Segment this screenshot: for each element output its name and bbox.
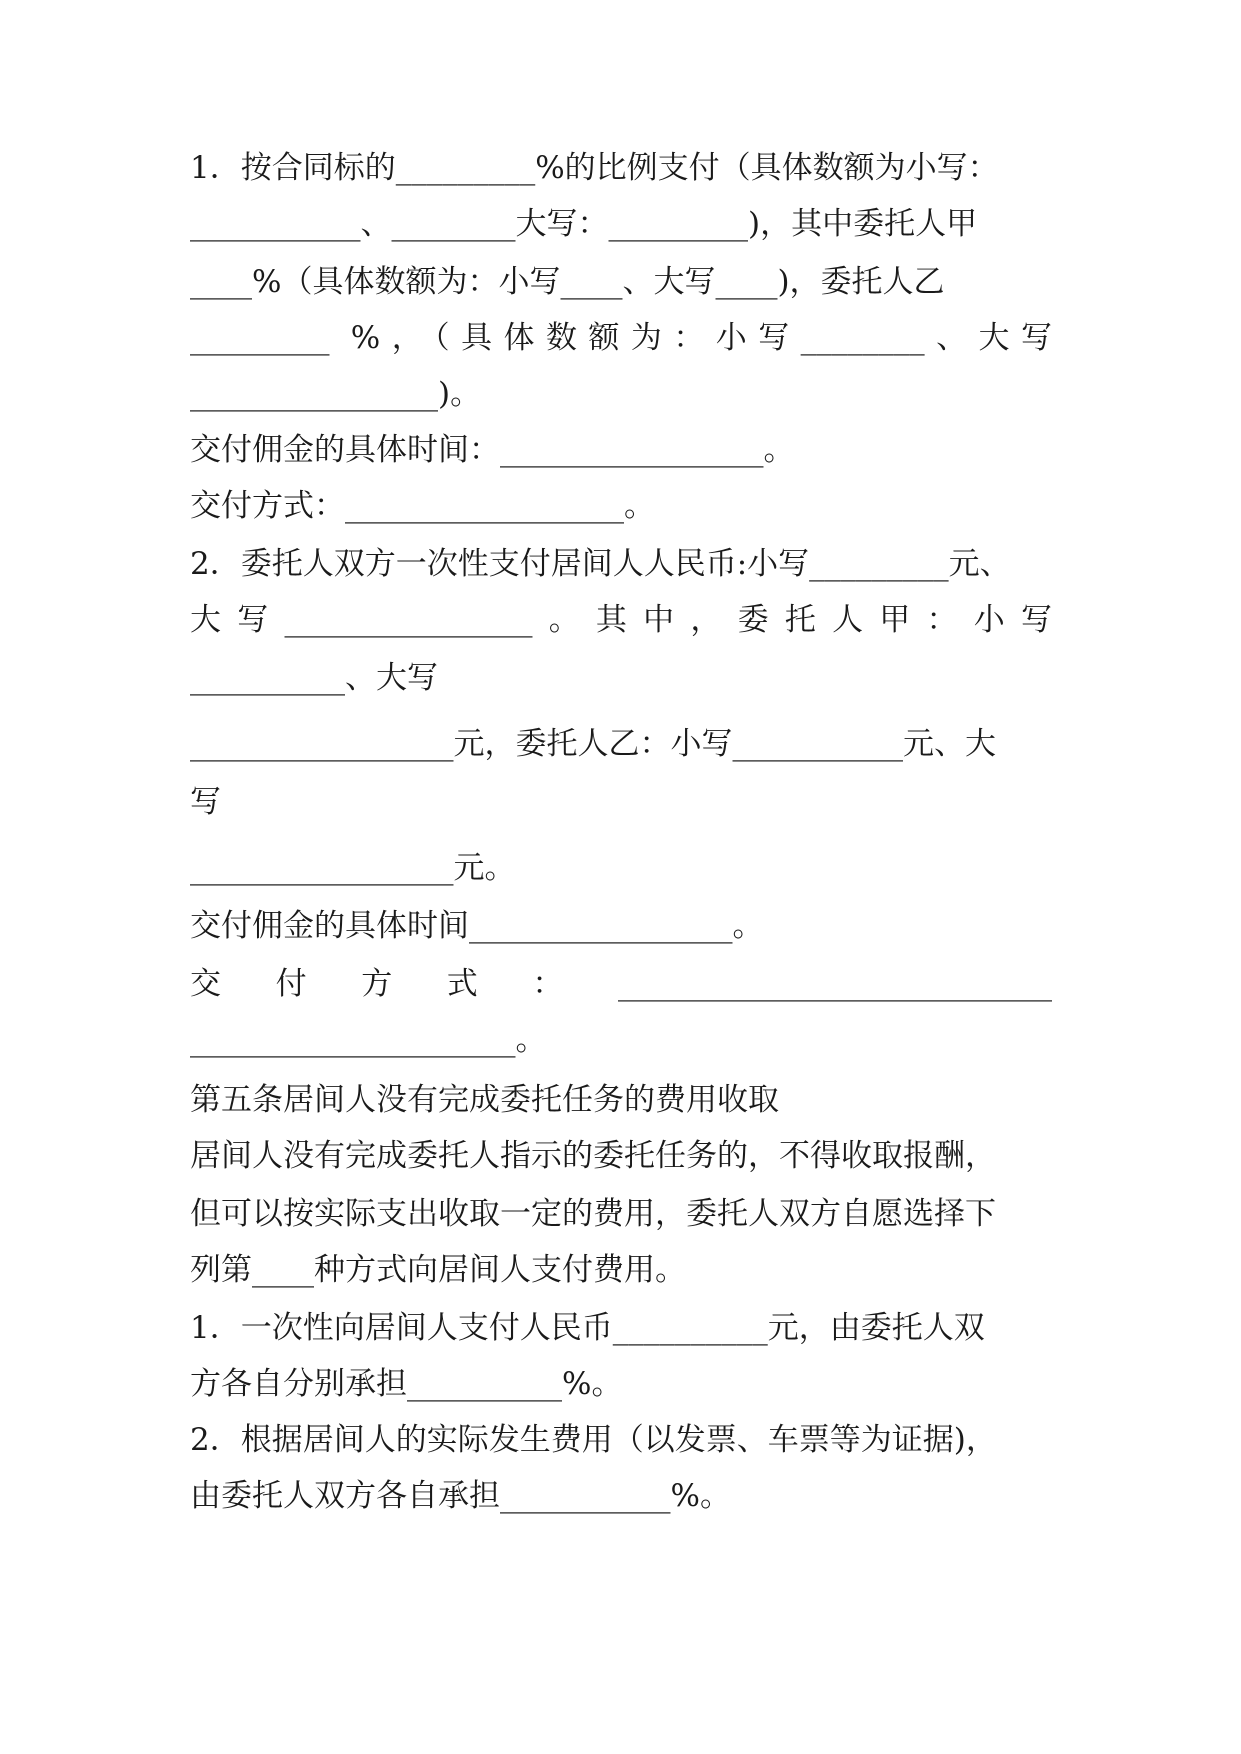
paragraph-line: 交付佣金的具体时间：_________________。: [190, 432, 795, 468]
paragraph-line: 大写________________。其中，委托人甲：小写: [190, 602, 1052, 638]
paragraph-line: 由委托人双方各自承担___________%。: [190, 1478, 731, 1514]
paragraph-line: 列第____种方式向居间人支付费用。: [190, 1252, 686, 1288]
paragraph-line: _____________________。: [190, 1022, 547, 1058]
paragraph-line: ____%（具体数额为：小写____、大写____)，委托人乙: [190, 264, 945, 300]
paragraph-line: 写: [190, 784, 221, 820]
paragraph-line: _________ %，（具体数额为：小写________、大写: [190, 320, 1052, 356]
paragraph-line: _________________元，委托人乙：小写___________元、大: [190, 726, 996, 762]
paragraph-line: 1．按合同标的_________%的比例支付（具体数额为小写：: [190, 150, 999, 186]
paragraph-line: 交付佣金的具体时间_________________。: [190, 908, 764, 944]
paragraph-line: 1．一次性向居间人支付人民币__________元，由委托人双: [190, 1310, 985, 1346]
paragraph-line: __________、大写: [190, 660, 438, 696]
paragraph-line: 交付方式：__________________。: [190, 488, 655, 524]
paragraph-line: 方各自分别承担__________%。: [190, 1366, 623, 1402]
paragraph-line: 居间人没有完成委托人指示的委托任务的，不得收取报酬，: [190, 1138, 996, 1174]
paragraph-line: 2．根据居间人的实际发生费用（以发票、车票等为证据)，: [190, 1422, 997, 1458]
paragraph-line: 交付方式：____________________________: [190, 966, 1052, 1002]
paragraph-line: 2．委托人双方一次性支付居间人人民币:小写_________元、: [190, 546, 1011, 582]
paragraph-line: 但可以按实际支出收取一定的费用，委托人双方自愿选择下: [190, 1196, 996, 1232]
section-heading: 第五条居间人没有完成委托任务的费用收取: [190, 1082, 779, 1118]
paragraph-line: ________________)。: [190, 376, 482, 412]
paragraph-line: ___________、________大写：_________)，其中委托人甲: [190, 206, 978, 242]
paragraph-line: _________________元。: [190, 850, 516, 886]
